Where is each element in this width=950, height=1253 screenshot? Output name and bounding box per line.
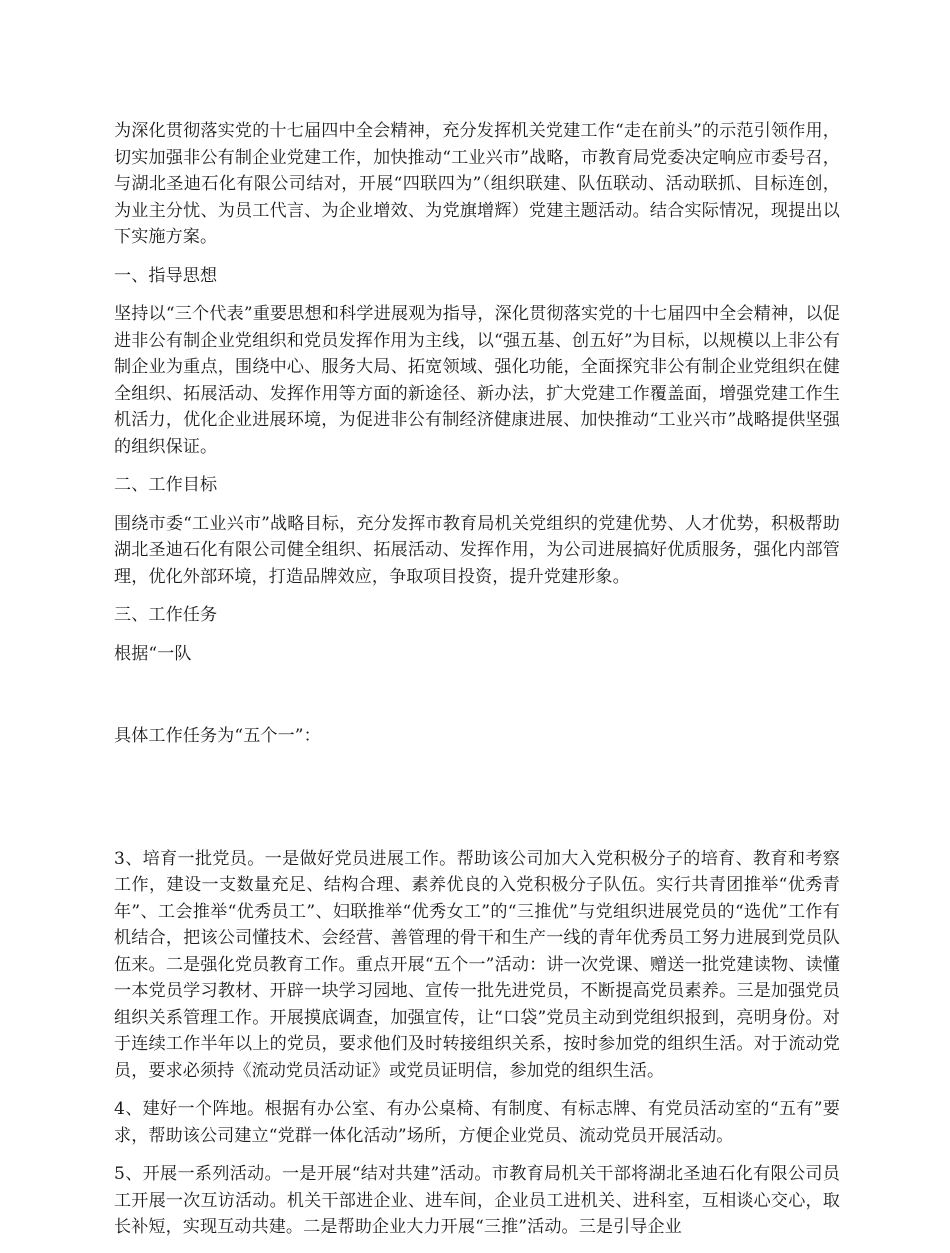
tasks-intro: 具体工作任务为“五个一”：: [114, 726, 321, 746]
section-heading-work-tasks: 三、工作任务: [114, 605, 218, 625]
section-heading-work-goals: 二、工作目标: [114, 475, 218, 495]
task-item-4: 4、建好一个阵地。根据有办公室、有办公桌椅、有制度、有标志牌、有党员活动室的“五有”要求，帮助该公司建立“党群一体化活动”场所，方便企业党员、流动党员开展活动。: [114, 1099, 840, 1146]
section-fragment-work-tasks: 根据“一队: [114, 643, 192, 664]
section-body-guiding-ideology: 坚持以“三个代表”重要思想和科学进展观为指导，深化贯彻落实党的十七届四中全会精神，以促进非公有制企业党组织和党员发挥作用为主线，以“强五基、创五好”为目标，以规模以上非公有制企业为重点，围绕中心、服务大局、拓宽领域、强化功能，全面探究非公有制企业党组织在健全组织、拓展活动、发挥作用等方面的新途径、新办法，扩大党建工作覆盖面，增强党建工作生机活力，优化企业进展环境，为促进非公有制经济健康进展、加快推动“工业兴市”战略提供坚强的组织保证。: [114, 304, 840, 457]
blank-space: [114, 762, 840, 846]
task-item-3: 3、培育一批党员。一是做好党员进展工作。帮助该公司加大入党积极分子的培育、教育和考察工作，建设一支数量充足、结构合理、素养优良的入党积极分子队伍。实行共青团推举“优秀青年”、工会推举“优秀员工”、妇联推举“优秀女工”的“三推优”与党组织进展党员的“选优”工作有机结合，把该公司懂技术、会经营、善管理的骨干和生产一线的青年优秀员工努力进展到党员队伍来。二是强化党员教育工作。重点开展“五个一”活动：讲一次党课、赠送一批党建读物、读懂一本党员学习教材、开辟一块学习园地、宣传一批先进党员，不断提高党员素养。三是加强党员组织关系管理工作。开展摸底调查，加强宣传，让“口袋”党员主动到党组织报到，亮明身份。对于连续工作半年以上的党员，要求他们及时转接组织关系，按时参加党的组织生活。对于流动党员，要求必须持《流动党员活动证》或党员证明信，参加党的组织生活。: [114, 848, 840, 1081]
blank-space: [114, 679, 840, 723]
document-body: [114, 118, 840, 1253]
section-body-work-goals: 围绕市委“工业兴市”战略目标，充分发挥市教育局机关党组织的党建优势、人才优势，积极帮助湖北圣迪石化有限公司健全组织、拓展活动、发挥作用，为公司进展搞好优质服务，强化内部管理，优化外部环境，打造品牌效应，争取项目投资，提升党建形象。: [114, 513, 840, 587]
task-item-5: 5、开展一系列活动。一是开展“结对共建”活动。市教育局机关干部将湖北圣迪石化有限公司员工开展一次互访活动。机关干部进企业、进车间，企业员工进机关、进科室，互相谈心交心，取长补短，实现互动共建。二是帮助企业大力开展“三推”活动。三是引导企业: [114, 1164, 840, 1237]
section-heading-guiding-ideology: 一、指导思想: [114, 265, 218, 286]
intro-paragraph: 为深化贯彻落实党的十七届四中全会精神，充分发挥机关党建工作“走在前头”的示范引领作用，切实加强非公有制企业党建工作，加快推动“工业兴市”战略，市教育局党委决定响应市委号召，与湖北圣迪石化有限公司结对，开展“四联四为”（组织联建、队伍联动、活动联抓、目标连创，为业主分忧、为员工代言、为企业增效、为党旗增辉）党建主题活动。结合实际情况，现提出以下实施方案。: [114, 121, 840, 247]
